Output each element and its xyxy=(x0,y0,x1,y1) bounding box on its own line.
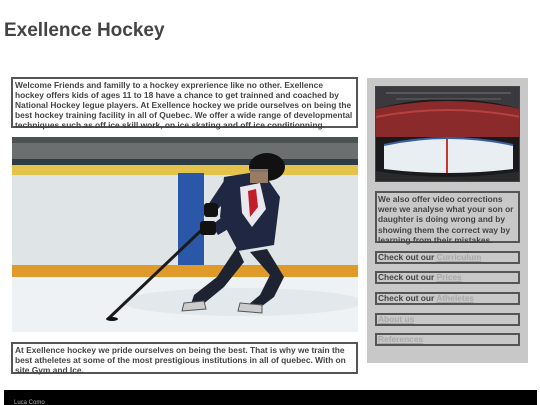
prices-link-prefix: Check out our xyxy=(378,272,437,282)
atheletes-link-box xyxy=(375,292,520,305)
references-link-box xyxy=(375,333,520,346)
prices-link-box xyxy=(375,271,520,284)
curriculum-link-box xyxy=(375,251,520,264)
sidebar xyxy=(367,78,528,363)
about-us-link-box xyxy=(375,313,520,326)
curriculum-link-prefix: Check out our xyxy=(378,252,437,262)
footer xyxy=(4,390,537,405)
bottom-text: At Exellence hockey we pride ourselves on being the best. That is why we train the best atheletes at some of the most prestigious institutions in all of quebec. With on site Gym and Ice. xyxy=(11,342,358,374)
atheletes-link-prefix: Check out our xyxy=(378,293,437,303)
video-corrections-text: We also offer video corrections were we analyse what your son or daughter is doing wrong and by showing them the correct way by learning from their mistakes. xyxy=(375,191,520,243)
arena-photo xyxy=(375,86,520,182)
hockey-player-photo xyxy=(12,137,358,332)
prices-link[interactable]: Prices xyxy=(436,272,462,282)
references-link[interactable]: References xyxy=(378,334,424,344)
curriculum-link[interactable]: Curriculum xyxy=(436,252,482,262)
atheletes-link[interactable]: Atheletes xyxy=(436,293,475,303)
intro-text: Welcome Friends and familly to a hockey exprerience like no other. Exellence hockey offers kids of ages 11 to 18 have a chance to get trainned and coached by National Hockey legue players. At Exellence hockey we pride ourselves on being the best hockey training facility in all of Quebec. We offer a wide range of developmental techniques such as off ice skill work, on ice skating and off ice conditionning. xyxy=(11,77,358,128)
about-us-link[interactable]: About us xyxy=(378,314,415,324)
site-title: Exellence Hockey xyxy=(4,20,165,41)
footer-author: Luca Como xyxy=(14,400,45,405)
